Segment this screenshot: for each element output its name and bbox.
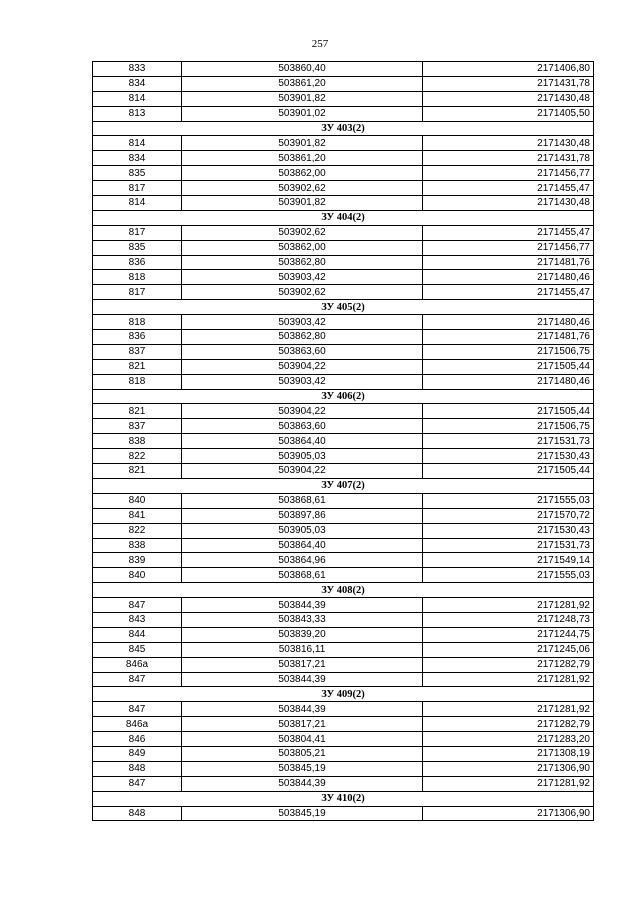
table-row xyxy=(93,598,594,613)
group-title: ЗУ 404(2) xyxy=(93,210,594,225)
y-coordinate-cell: 2171455,47 xyxy=(423,285,594,300)
table-row xyxy=(93,136,594,151)
x-coordinate-cell: 503843,33 xyxy=(182,612,423,627)
table-row xyxy=(93,538,594,553)
table-row xyxy=(93,91,594,106)
y-coordinate-cell: 2171431,78 xyxy=(423,76,594,91)
point-number-cell: 847 xyxy=(93,672,182,687)
table-row xyxy=(93,746,594,761)
x-coordinate-cell: 503861,20 xyxy=(182,151,423,166)
y-coordinate-cell: 2171405,50 xyxy=(423,106,594,121)
x-coordinate-cell: 503903,42 xyxy=(182,270,423,285)
table-row xyxy=(93,330,594,345)
point-number-cell: 834 xyxy=(93,151,182,166)
point-number-cell: 847 xyxy=(93,776,182,791)
table-row xyxy=(93,151,594,166)
group-header-row xyxy=(93,389,594,404)
point-number-cell: 848 xyxy=(93,761,182,776)
table-row xyxy=(93,717,594,732)
point-number-cell: 837 xyxy=(93,344,182,359)
table-row xyxy=(93,315,594,330)
y-coordinate-cell: 2171505,44 xyxy=(423,464,594,479)
point-number-cell: 840 xyxy=(93,568,182,583)
y-coordinate-cell: 2171480,46 xyxy=(423,315,594,330)
coordinates-table xyxy=(92,61,594,821)
x-coordinate-cell: 503902,62 xyxy=(182,285,423,300)
point-number-cell: 817 xyxy=(93,225,182,240)
table-row xyxy=(93,404,594,419)
table-row xyxy=(93,568,594,583)
y-coordinate-cell: 2171306,90 xyxy=(423,806,594,821)
y-coordinate-cell: 2171282,79 xyxy=(423,657,594,672)
group-title: ЗУ 406(2) xyxy=(93,389,594,404)
x-coordinate-cell: 503897,86 xyxy=(182,508,423,523)
y-coordinate-cell: 2171282,79 xyxy=(423,717,594,732)
x-coordinate-cell: 503902,62 xyxy=(182,225,423,240)
point-number-cell: 846а xyxy=(93,657,182,672)
y-coordinate-cell: 2171505,44 xyxy=(423,359,594,374)
table-row xyxy=(93,508,594,523)
table-row xyxy=(93,776,594,791)
x-coordinate-cell: 503817,21 xyxy=(182,717,423,732)
x-coordinate-cell: 503862,80 xyxy=(182,330,423,345)
x-coordinate-cell: 503844,39 xyxy=(182,776,423,791)
point-number-cell: 840 xyxy=(93,493,182,508)
x-coordinate-cell: 503816,11 xyxy=(182,642,423,657)
x-coordinate-cell: 503861,20 xyxy=(182,76,423,91)
x-coordinate-cell: 503903,42 xyxy=(182,315,423,330)
x-coordinate-cell: 503844,39 xyxy=(182,672,423,687)
y-coordinate-cell: 2171506,75 xyxy=(423,419,594,434)
x-coordinate-cell: 503904,22 xyxy=(182,404,423,419)
table-row xyxy=(93,76,594,91)
point-number-cell: 849 xyxy=(93,746,182,761)
x-coordinate-cell: 503817,21 xyxy=(182,657,423,672)
group-title: ЗУ 408(2) xyxy=(93,583,594,598)
table-row xyxy=(93,344,594,359)
table-row xyxy=(93,761,594,776)
y-coordinate-cell: 2171480,46 xyxy=(423,270,594,285)
point-number-cell: 847 xyxy=(93,702,182,717)
x-coordinate-cell: 503901,02 xyxy=(182,106,423,121)
x-coordinate-cell: 503904,22 xyxy=(182,359,423,374)
point-number-cell: 818 xyxy=(93,374,182,389)
table-row xyxy=(93,672,594,687)
x-coordinate-cell: 503902,62 xyxy=(182,181,423,196)
point-number-cell: 846 xyxy=(93,732,182,747)
x-coordinate-cell: 503844,39 xyxy=(182,598,423,613)
table-row xyxy=(93,732,594,747)
y-coordinate-cell: 2171244,75 xyxy=(423,627,594,642)
point-number-cell: 839 xyxy=(93,553,182,568)
y-coordinate-cell: 2171281,92 xyxy=(423,598,594,613)
y-coordinate-cell: 2171506,75 xyxy=(423,344,594,359)
table-row xyxy=(93,181,594,196)
table-row xyxy=(93,359,594,374)
point-number-cell: 817 xyxy=(93,181,182,196)
y-coordinate-cell: 2171281,92 xyxy=(423,702,594,717)
point-number-cell: 814 xyxy=(93,136,182,151)
point-number-cell: 843 xyxy=(93,612,182,627)
table-row xyxy=(93,642,594,657)
y-coordinate-cell: 2171245,06 xyxy=(423,642,594,657)
y-coordinate-cell: 2171455,47 xyxy=(423,181,594,196)
point-number-cell: 838 xyxy=(93,538,182,553)
x-coordinate-cell: 503863,60 xyxy=(182,344,423,359)
group-header-row xyxy=(93,791,594,806)
page-number: 257 xyxy=(311,38,329,50)
x-coordinate-cell: 503860,40 xyxy=(182,62,423,77)
x-coordinate-cell: 503839,20 xyxy=(182,627,423,642)
point-number-cell: 847 xyxy=(93,598,182,613)
x-coordinate-cell: 503864,40 xyxy=(182,538,423,553)
x-coordinate-cell: 503904,22 xyxy=(182,464,423,479)
y-coordinate-cell: 2171456,77 xyxy=(423,240,594,255)
y-coordinate-cell: 2171281,92 xyxy=(423,776,594,791)
x-coordinate-cell: 503864,40 xyxy=(182,434,423,449)
y-coordinate-cell: 2171455,47 xyxy=(423,225,594,240)
table-row xyxy=(93,434,594,449)
point-number-cell: 848 xyxy=(93,806,182,821)
x-coordinate-cell: 503901,82 xyxy=(182,196,423,211)
group-title: ЗУ 410(2) xyxy=(93,791,594,806)
x-coordinate-cell: 503845,19 xyxy=(182,806,423,821)
y-coordinate-cell: 2171431,78 xyxy=(423,151,594,166)
table-row xyxy=(93,225,594,240)
x-coordinate-cell: 503805,21 xyxy=(182,746,423,761)
group-header-row xyxy=(93,583,594,598)
point-number-cell: 845 xyxy=(93,642,182,657)
point-number-cell: 822 xyxy=(93,523,182,538)
y-coordinate-cell: 2171248,73 xyxy=(423,612,594,627)
table-row xyxy=(93,196,594,211)
group-title: ЗУ 407(2) xyxy=(93,478,594,493)
point-number-cell: 814 xyxy=(93,196,182,211)
group-title: ЗУ 409(2) xyxy=(93,687,594,702)
table-row xyxy=(93,553,594,568)
y-coordinate-cell: 2171505,44 xyxy=(423,404,594,419)
x-coordinate-cell: 503862,80 xyxy=(182,255,423,270)
group-title: ЗУ 403(2) xyxy=(93,121,594,136)
point-number-cell: 822 xyxy=(93,449,182,464)
y-coordinate-cell: 2171530,43 xyxy=(423,523,594,538)
y-coordinate-cell: 2171555,03 xyxy=(423,493,594,508)
table-row xyxy=(93,419,594,434)
x-coordinate-cell: 503804,41 xyxy=(182,732,423,747)
point-number-cell: 837 xyxy=(93,419,182,434)
x-coordinate-cell: 503862,00 xyxy=(182,240,423,255)
y-coordinate-cell: 2171531,73 xyxy=(423,434,594,449)
coordinates-table-body xyxy=(93,62,594,821)
point-number-cell: 834 xyxy=(93,76,182,91)
table-row xyxy=(93,255,594,270)
table-row xyxy=(93,523,594,538)
y-coordinate-cell: 2171531,73 xyxy=(423,538,594,553)
table-row xyxy=(93,464,594,479)
y-coordinate-cell: 2171406,80 xyxy=(423,62,594,77)
table-row xyxy=(93,374,594,389)
group-header-row xyxy=(93,121,594,136)
point-number-cell: 818 xyxy=(93,315,182,330)
x-coordinate-cell: 503905,03 xyxy=(182,449,423,464)
y-coordinate-cell: 2171481,76 xyxy=(423,330,594,345)
table-row xyxy=(93,657,594,672)
x-coordinate-cell: 503845,19 xyxy=(182,761,423,776)
point-number-cell: 813 xyxy=(93,106,182,121)
x-coordinate-cell: 503905,03 xyxy=(182,523,423,538)
point-number-cell: 833 xyxy=(93,62,182,77)
x-coordinate-cell: 503868,61 xyxy=(182,493,423,508)
table-row xyxy=(93,106,594,121)
point-number-cell: 835 xyxy=(93,166,182,181)
x-coordinate-cell: 503863,60 xyxy=(182,419,423,434)
table-row xyxy=(93,240,594,255)
point-number-cell: 838 xyxy=(93,434,182,449)
x-coordinate-cell: 503862,00 xyxy=(182,166,423,181)
y-coordinate-cell: 2171456,77 xyxy=(423,166,594,181)
table-row xyxy=(93,166,594,181)
y-coordinate-cell: 2171430,48 xyxy=(423,196,594,211)
x-coordinate-cell: 503901,82 xyxy=(182,91,423,106)
table-row xyxy=(93,627,594,642)
table-row xyxy=(93,285,594,300)
point-number-cell: 814 xyxy=(93,91,182,106)
table-row xyxy=(93,449,594,464)
x-coordinate-cell: 503864,96 xyxy=(182,553,423,568)
group-header-row xyxy=(93,210,594,225)
table-row xyxy=(93,62,594,77)
table-row xyxy=(93,270,594,285)
y-coordinate-cell: 2171430,48 xyxy=(423,136,594,151)
point-number-cell: 817 xyxy=(93,285,182,300)
group-header-row xyxy=(93,300,594,315)
y-coordinate-cell: 2171430,48 xyxy=(423,91,594,106)
point-number-cell: 836 xyxy=(93,330,182,345)
table-row xyxy=(93,806,594,821)
point-number-cell: 841 xyxy=(93,508,182,523)
point-number-cell: 836 xyxy=(93,255,182,270)
point-number-cell: 846а xyxy=(93,717,182,732)
x-coordinate-cell: 503901,82 xyxy=(182,136,423,151)
y-coordinate-cell: 2171530,43 xyxy=(423,449,594,464)
group-title: ЗУ 405(2) xyxy=(93,300,594,315)
y-coordinate-cell: 2171283,20 xyxy=(423,732,594,747)
point-number-cell: 818 xyxy=(93,270,182,285)
point-number-cell: 835 xyxy=(93,240,182,255)
y-coordinate-cell: 2171480,46 xyxy=(423,374,594,389)
y-coordinate-cell: 2171281,92 xyxy=(423,672,594,687)
x-coordinate-cell: 503903,42 xyxy=(182,374,423,389)
table-row xyxy=(93,612,594,627)
y-coordinate-cell: 2171555,03 xyxy=(423,568,594,583)
x-coordinate-cell: 503868,61 xyxy=(182,568,423,583)
y-coordinate-cell: 2171306,90 xyxy=(423,761,594,776)
point-number-cell: 821 xyxy=(93,404,182,419)
group-header-row xyxy=(93,478,594,493)
point-number-cell: 821 xyxy=(93,464,182,479)
table-row xyxy=(93,702,594,717)
point-number-cell: 844 xyxy=(93,627,182,642)
point-number-cell: 821 xyxy=(93,359,182,374)
table-row xyxy=(93,493,594,508)
y-coordinate-cell: 2171481,76 xyxy=(423,255,594,270)
x-coordinate-cell: 503844,39 xyxy=(182,702,423,717)
y-coordinate-cell: 2171549,14 xyxy=(423,553,594,568)
group-header-row xyxy=(93,687,594,702)
y-coordinate-cell: 2171570,72 xyxy=(423,508,594,523)
y-coordinate-cell: 2171308,19 xyxy=(423,746,594,761)
